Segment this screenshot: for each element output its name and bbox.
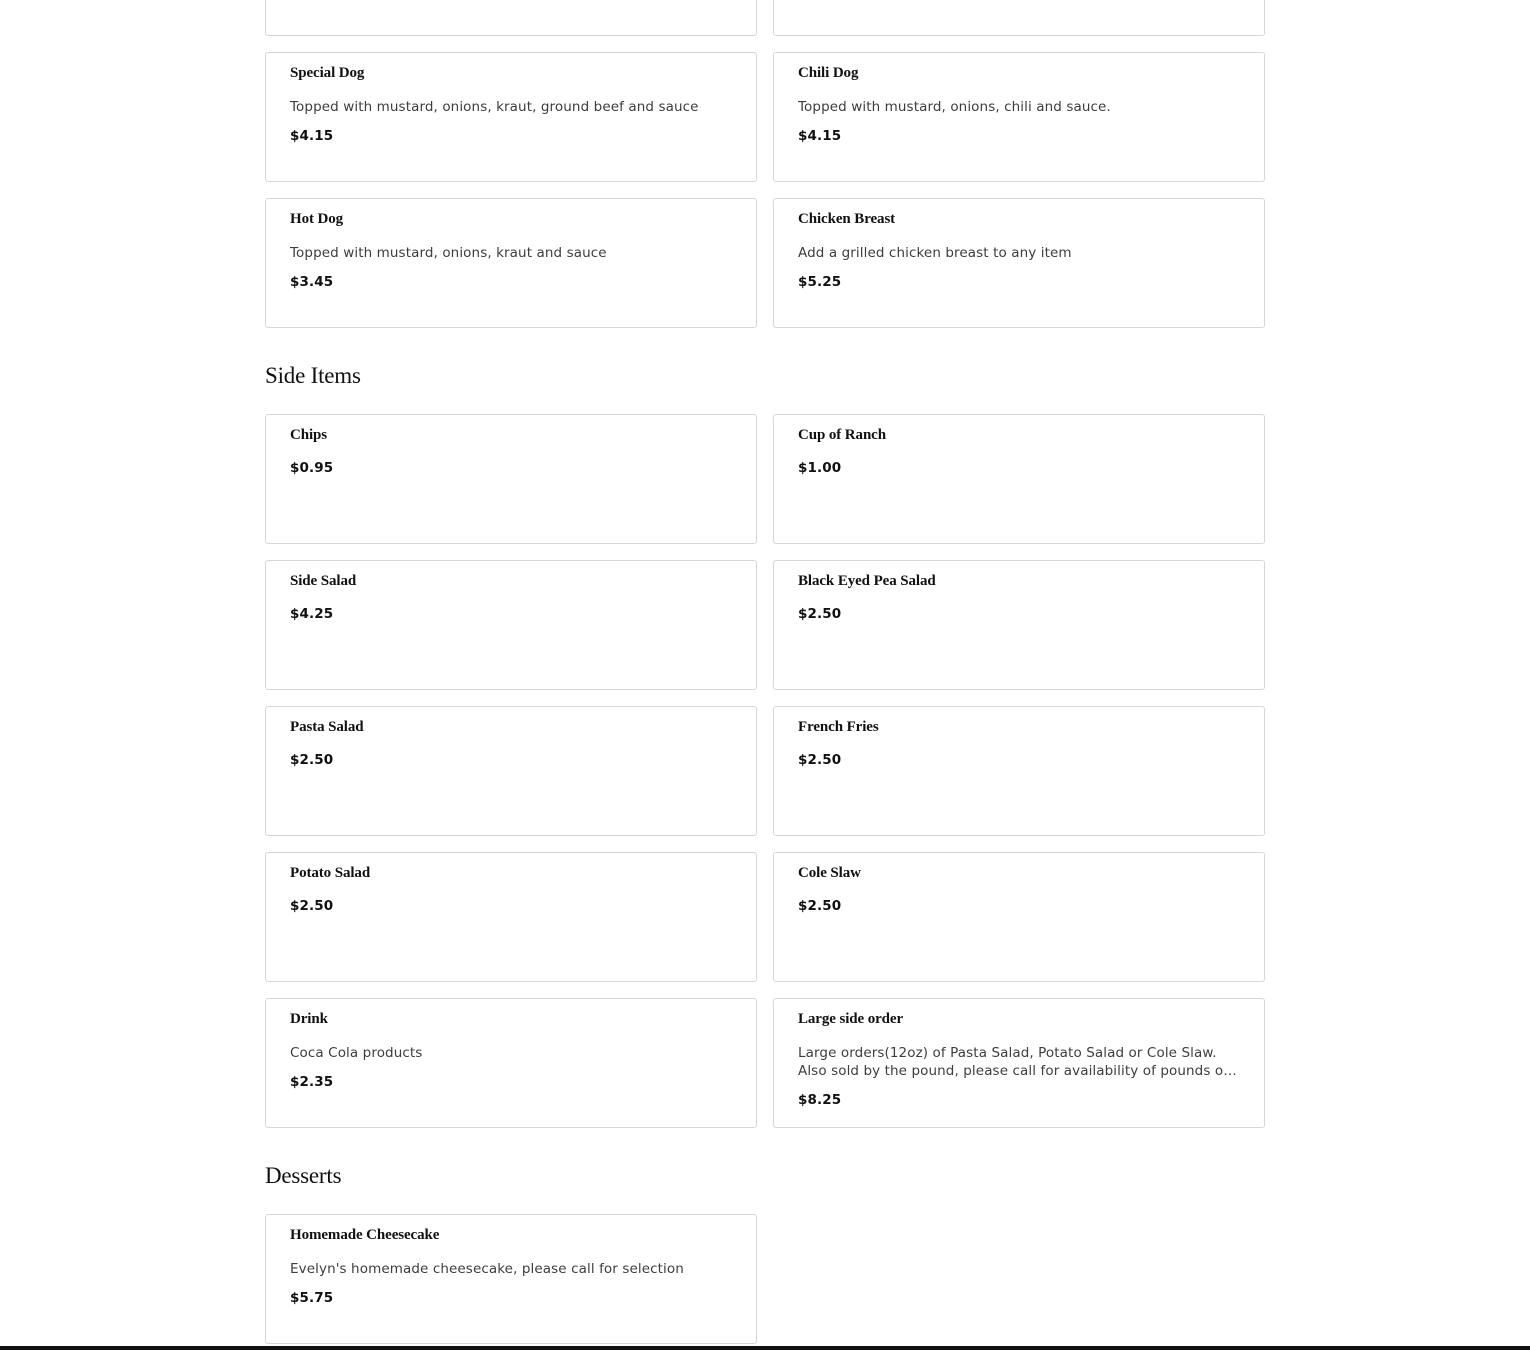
item-name: Special Dog bbox=[290, 65, 365, 81]
item-name: Chicken Breast bbox=[798, 211, 896, 227]
item-price: $2.35 bbox=[290, 1074, 334, 1090]
item-name: French Fries bbox=[798, 719, 879, 735]
menu-item-homemade-cheesecake[interactable] bbox=[265, 1214, 757, 1344]
item-price: $8.25 bbox=[798, 1092, 842, 1108]
item-price: $1.00 bbox=[798, 460, 842, 476]
menu-item-chips[interactable] bbox=[265, 414, 757, 544]
item-price: $4.25 bbox=[290, 606, 334, 622]
item-name: Side Salad bbox=[290, 573, 357, 589]
section-title-side-items: Side Items bbox=[265, 363, 361, 388]
item-name: Cup of Ranch bbox=[798, 427, 886, 443]
menu-item-pasta-salad[interactable] bbox=[265, 706, 757, 836]
item-name: Black Eyed Pea Salad bbox=[798, 573, 936, 589]
item-price: $3.45 bbox=[290, 274, 334, 290]
item-name: Large side order bbox=[798, 1011, 904, 1027]
item-name: Homemade Cheesecake bbox=[290, 1227, 440, 1243]
section-title-desserts: Desserts bbox=[265, 1163, 342, 1188]
menu-item-side-salad[interactable] bbox=[265, 560, 757, 690]
menu-item-french-fries[interactable] bbox=[773, 706, 1265, 836]
item-name: Potato Salad bbox=[290, 865, 371, 881]
item-price: $5.75 bbox=[290, 1290, 334, 1306]
menu-item-special-dog[interactable] bbox=[265, 52, 757, 182]
item-price: $5.25 bbox=[798, 274, 842, 290]
item-description: Coca Cola products bbox=[290, 1045, 423, 1061]
item-description: Topped with mustard, onions, kraut and sauce bbox=[290, 245, 607, 261]
item-price: $0.95 bbox=[290, 460, 334, 476]
item-price: $2.50 bbox=[290, 752, 334, 768]
menu-item-chili-dog[interactable] bbox=[773, 52, 1265, 182]
item-description: Topped with mustard, onions, kraut, ground beef and sauce bbox=[290, 99, 699, 115]
menu-item-card[interactable] bbox=[773, 0, 1265, 36]
item-name: Chips bbox=[290, 427, 328, 443]
item-description: Add a grilled chicken breast to any item bbox=[798, 245, 1072, 261]
item-name: Hot Dog bbox=[290, 211, 344, 227]
menu-item-card[interactable] bbox=[265, 0, 757, 36]
item-price: $2.50 bbox=[798, 898, 842, 914]
item-name: Pasta Salad bbox=[290, 719, 364, 735]
item-description: Topped with mustard, onions, chili and sauce. bbox=[798, 99, 1111, 115]
item-name: Drink bbox=[290, 1011, 328, 1027]
menu-item-cole-slaw[interactable] bbox=[773, 852, 1265, 982]
item-name: Chili Dog bbox=[798, 65, 859, 81]
menu-item-potato-salad[interactable] bbox=[265, 852, 757, 982]
item-price: $4.15 bbox=[290, 128, 334, 144]
item-price: $2.50 bbox=[798, 752, 842, 768]
footer-divider bbox=[0, 1346, 1530, 1350]
item-description: Large orders(12oz) of Pasta Salad, Potato Salad or Cole Slaw. Also sold by the pound, please call for availability of pounds of bbox=[798, 1045, 1229, 1079]
item-price: $2.50 bbox=[290, 898, 334, 914]
item-price: $4.15 bbox=[798, 128, 842, 144]
menu-item-drink[interactable] bbox=[265, 998, 757, 1128]
item-name: Cole Slaw bbox=[798, 865, 861, 881]
menu-item-large-side-order[interactable] bbox=[773, 998, 1265, 1128]
item-price: $2.50 bbox=[798, 606, 842, 622]
menu-item-chicken-breast[interactable] bbox=[773, 198, 1265, 328]
menu-item-cup-of-ranch[interactable] bbox=[773, 414, 1265, 544]
menu-item-hot-dog[interactable] bbox=[265, 198, 757, 328]
menu-item-black-eyed-pea-salad[interactable] bbox=[773, 560, 1265, 690]
item-description: Evelyn's homemade cheesecake, please call for selection bbox=[290, 1261, 684, 1277]
